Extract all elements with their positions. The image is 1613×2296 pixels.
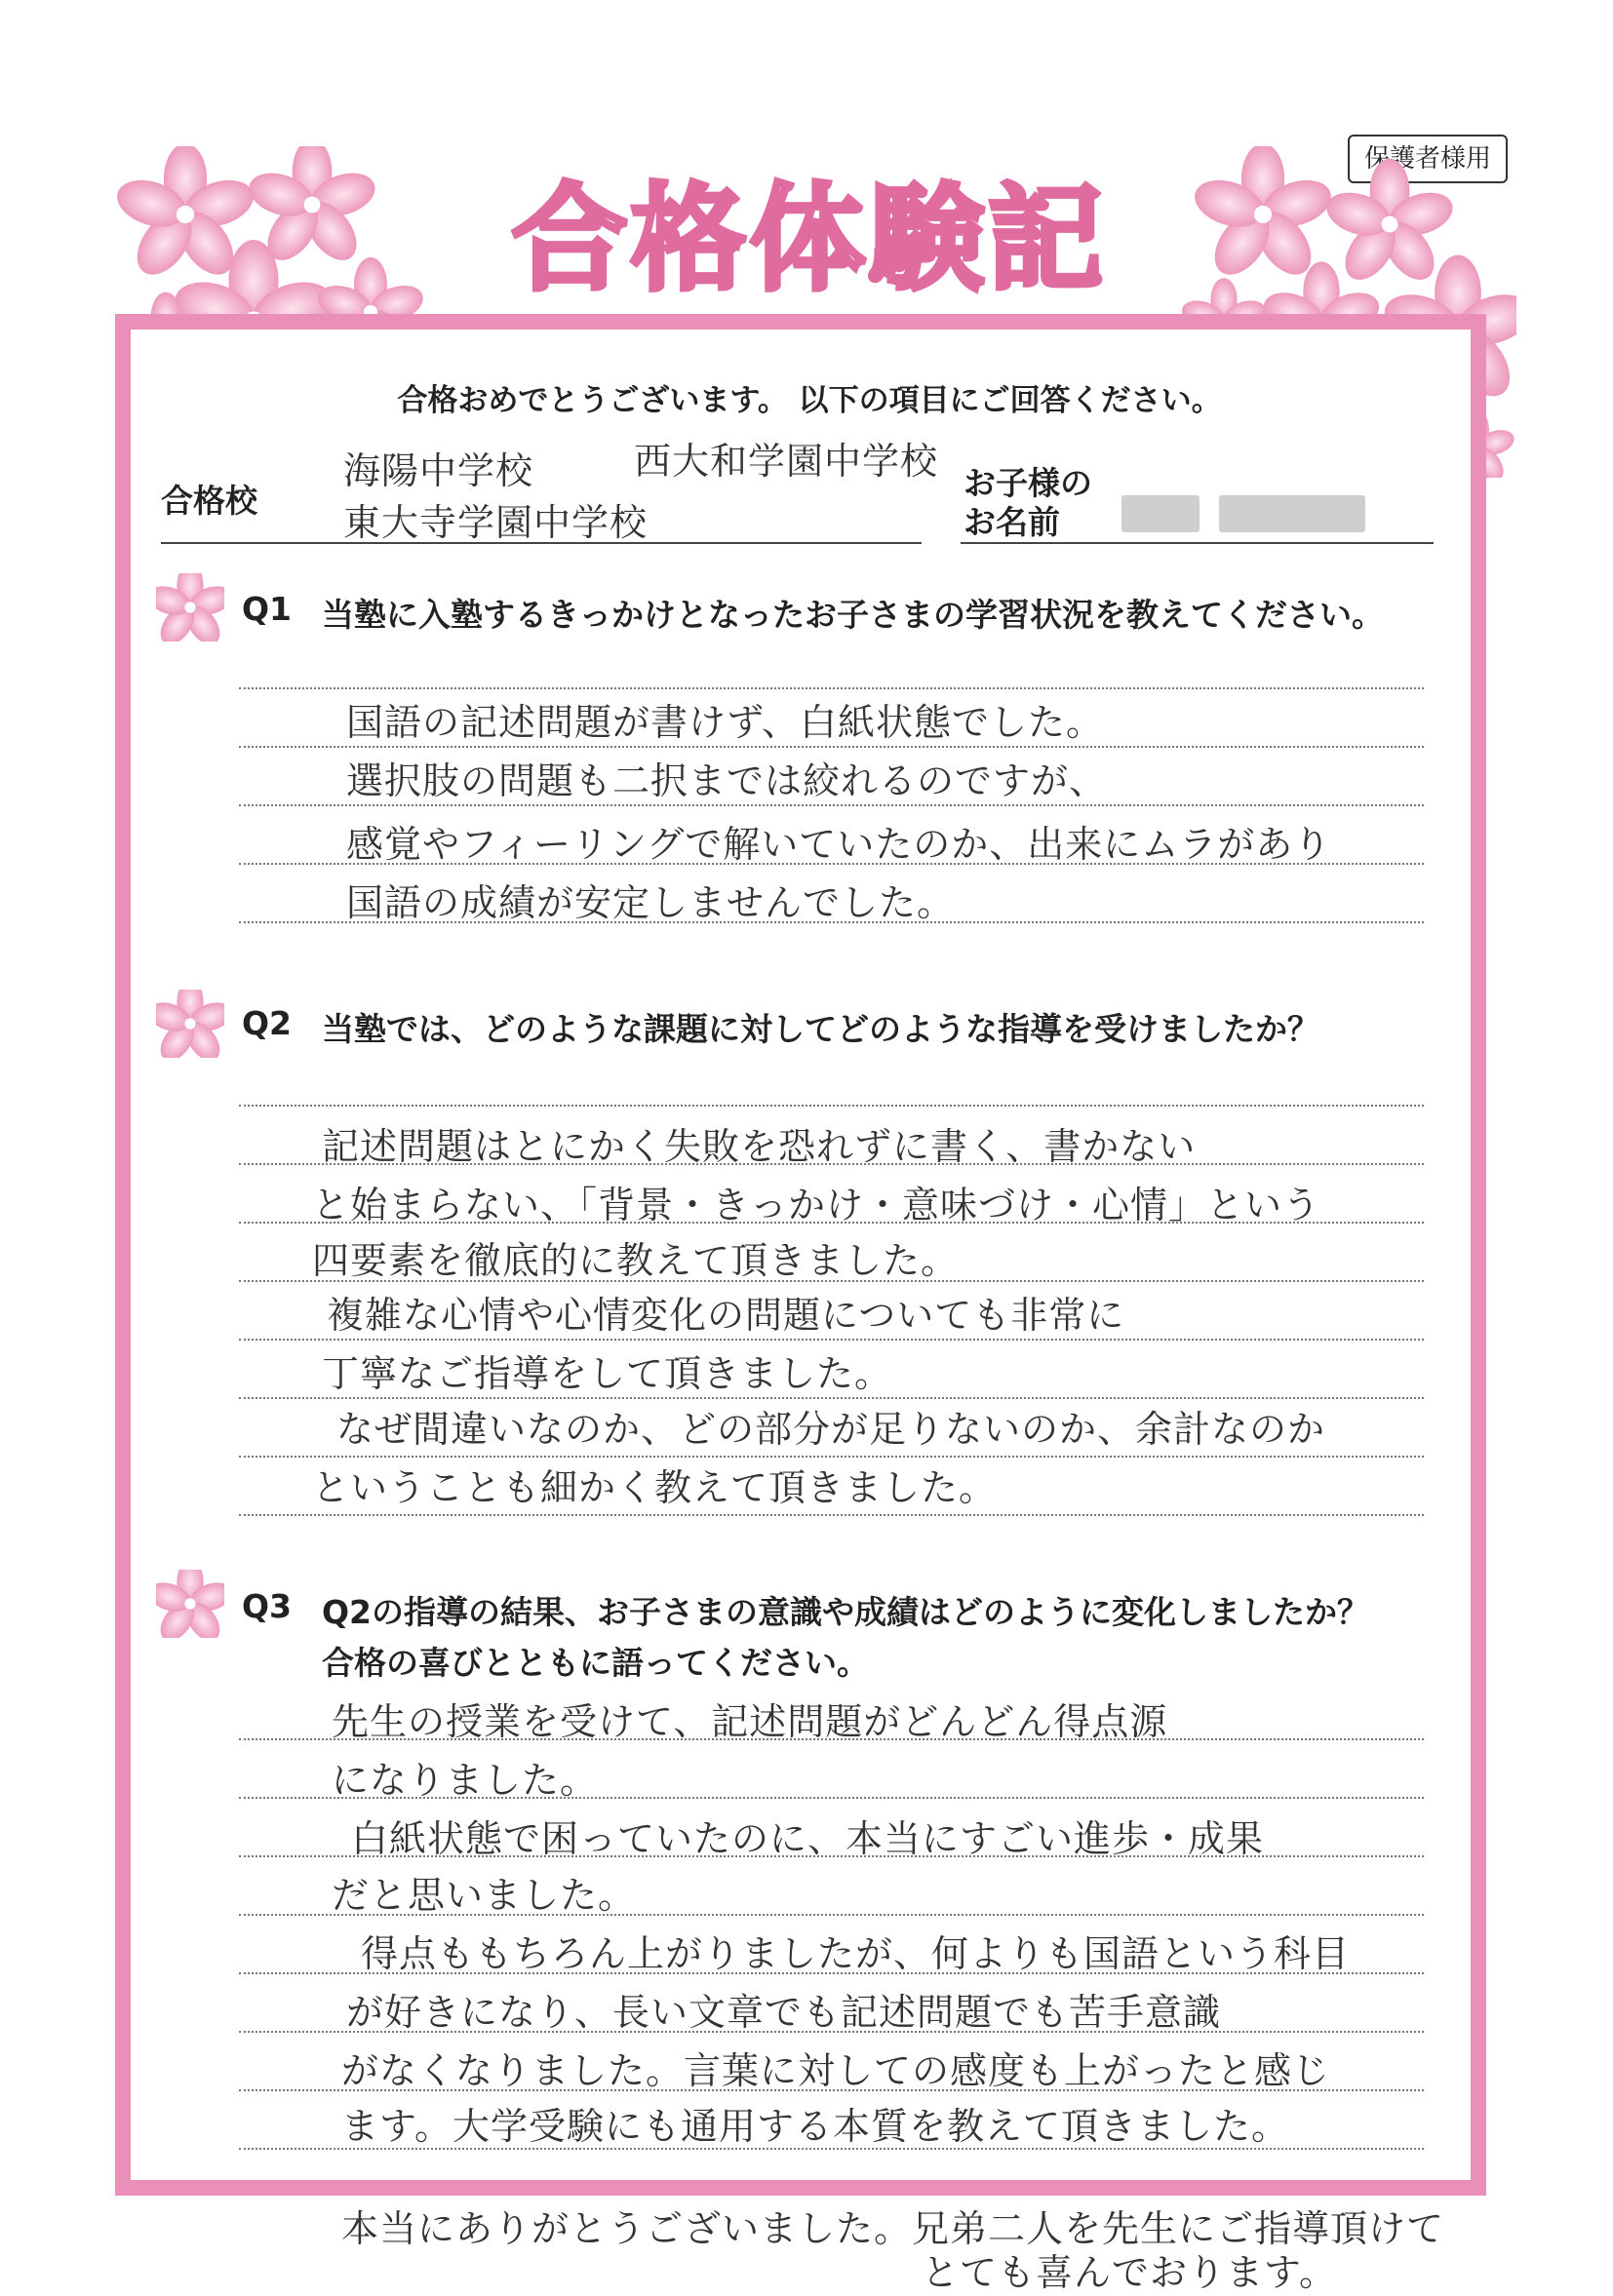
q1-answer-line-2: 選択肢の問題も二択までは絞れるのですが、	[346, 759, 1108, 802]
q2-answer-line-7: ということも細かく教えて頂きました。	[312, 1466, 998, 1509]
q2-line-3	[239, 1280, 1424, 1282]
q1-line-4	[239, 921, 1424, 923]
school-underline	[161, 542, 922, 544]
audience-badge: 保護者様用	[1348, 135, 1508, 183]
q3-line-4	[239, 1972, 1424, 1974]
q3-flower-icon	[156, 1570, 224, 1638]
q3-line-2	[239, 1855, 1424, 1857]
q3-answer-line-5: 得点ももちろん上がりましたが、何よりも国語という科目	[361, 1932, 1351, 1975]
q3-line-1	[239, 1797, 1424, 1799]
q3-answer-line-3: 白紙状態で困っていたのに、本当にすごい進歩・成果	[351, 1817, 1265, 1860]
child-name-label-1: お子様の	[964, 464, 1092, 502]
q2-answer-line-2: と始まらない、「背景・きっかけ・意味づけ・心情」という	[312, 1184, 1321, 1226]
q2-line-4	[239, 1339, 1424, 1341]
q2-answer-line-1: 記述問題はとにかく失敗を恐れずに書く、書かない	[322, 1125, 1197, 1168]
q3-line-7	[239, 2148, 1424, 2150]
q1-number: Q1	[242, 590, 293, 628]
q3-answer-line-7: がなくなりました。言葉に対しての感度も上がったと感じ	[341, 2049, 1331, 2092]
q1-question: 当塾に入塾するきっかけとなったお子さまの学習状況を教えてください。	[322, 596, 1384, 634]
q2-answer-line-6: なぜ間違いなのか、どの部分が足りないのか、余計なのか	[336, 1408, 1326, 1451]
q3-line-5	[239, 2031, 1424, 2033]
q3-answer-line-4: だと思いました。	[332, 1874, 637, 1917]
q3-line-0	[239, 1738, 1424, 1740]
q2-line-2	[239, 1222, 1424, 1224]
child-name-label-2: お名前	[964, 503, 1060, 541]
q1-line-0	[239, 687, 1424, 689]
q2-line-1	[239, 1163, 1424, 1165]
q1-flower-icon	[156, 573, 224, 642]
q3-line-6	[239, 2089, 1424, 2091]
closing-line-2: とても喜んでおります。	[922, 2251, 1337, 2294]
q3-answer-line-8: ます。大学受験にも通用する本質を教えて頂きました。	[341, 2105, 1289, 2148]
q3-number: Q3	[242, 1587, 293, 1625]
q2-line-0	[239, 1105, 1424, 1107]
q2-flower-icon	[156, 990, 224, 1058]
q3-question-2: 合格の喜びとともに語ってください。	[322, 1644, 869, 1682]
q2-question: 当塾では、どのような課題に対してどのような指導を受けましたか？	[322, 1010, 1319, 1048]
q3-answer-line-1: 先生の授業を受けて、記述問題がどんどん得点源	[332, 1700, 1168, 1743]
school-name-3: 東大寺学園中学校	[343, 501, 649, 544]
q2-line-7	[239, 1514, 1424, 1516]
q1-line-3	[239, 863, 1424, 865]
q3-question: Q2の指導の結果、お子さまの意識や成績はどのように変化しましたか？	[322, 1593, 1370, 1631]
q1-line-1	[239, 746, 1424, 748]
q2-answer-line-3: 四要素を徹底的に教えて頂きました。	[312, 1239, 960, 1282]
redacted-name-2	[1219, 495, 1365, 532]
school-name-1: 海陽中学校	[343, 449, 534, 492]
closing-line-1: 本当にありがとうございました。兄弟二人を先生にご指導頂けて	[341, 2207, 1445, 2250]
name-underline	[961, 542, 1434, 544]
q1-answer-line-4: 国語の成績が安定しませんでした。	[346, 881, 956, 924]
redacted-name-1	[1121, 495, 1200, 532]
q2-number: Q2	[242, 1004, 293, 1042]
q1-answer-line-1: 国語の記述問題が書けず、白紙状態でした。	[346, 701, 1104, 744]
q2-answer-line-4: 複雑な心情や心情変化の問題についても非常に	[327, 1294, 1125, 1337]
school-label: 合格校	[161, 482, 257, 520]
q2-answer-line-5: 丁寧なご指導をして頂きました。	[322, 1352, 893, 1395]
q1-answer-line-3: 感覚やフィーリングで解いていたのか、出来にムラがあり	[346, 823, 1332, 866]
school-name-2: 西大和学園中学校	[634, 440, 939, 483]
q1-line-2	[239, 804, 1424, 806]
intro-text: 合格おめでとうございます。 以下の項目にご回答ください。	[397, 383, 1222, 418]
q3-answer-line-2: になりました。	[332, 1759, 599, 1802]
q3-line-3	[239, 1914, 1424, 1916]
q3-answer-line-6: が好きになり、長い文章でも記述問題でも苦手意識	[346, 1991, 1222, 2034]
page-title: 合格体験記	[511, 171, 1107, 306]
